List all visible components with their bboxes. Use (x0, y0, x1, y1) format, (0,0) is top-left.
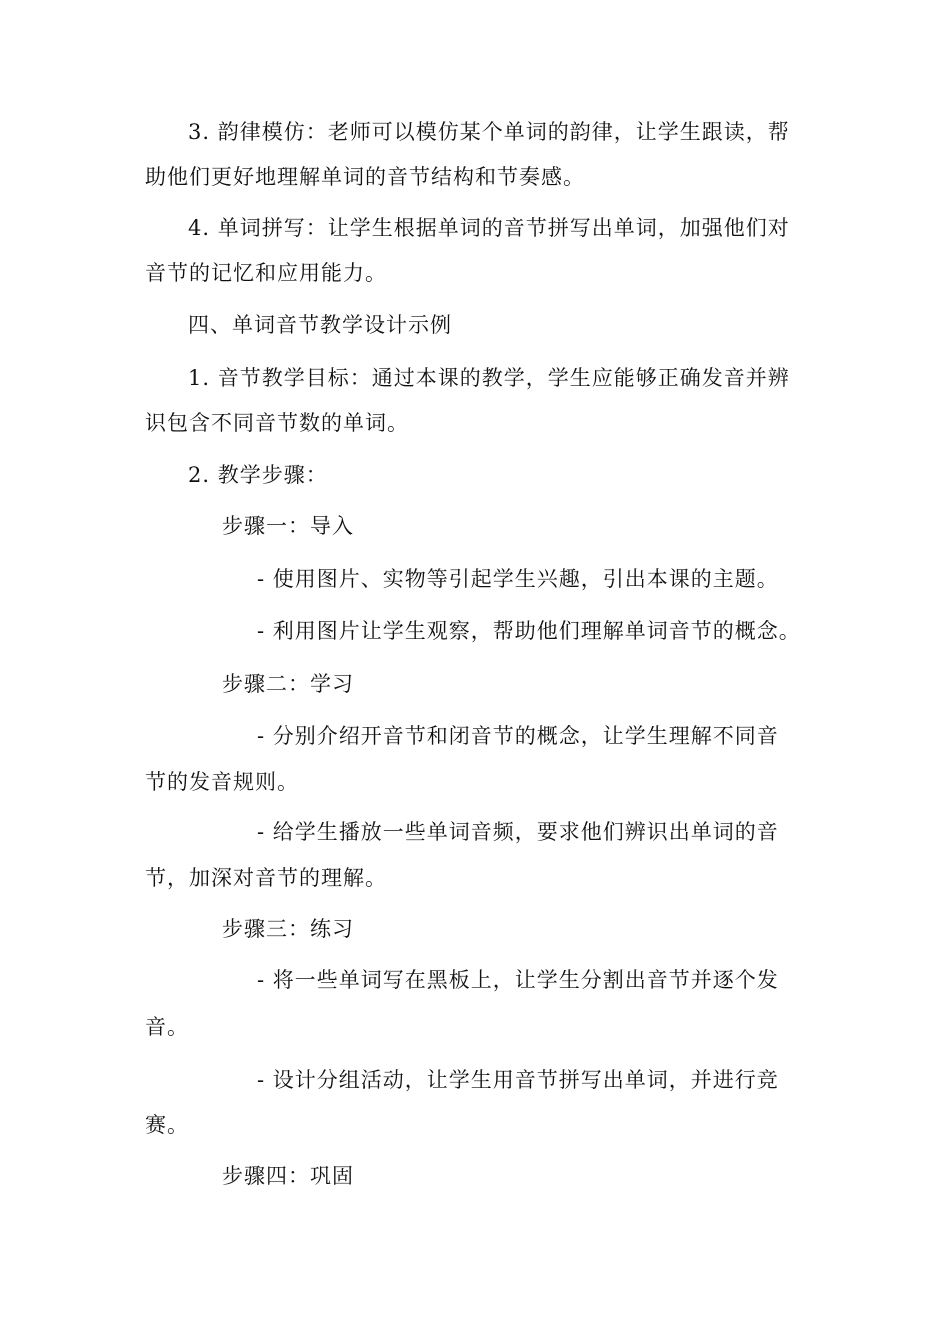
item-2-heading: 2. 教学步骤： (188, 463, 328, 487)
paragraph-4-line-1: 4. 单词拼写：让学生根据单词的音节拼写出单词，加强他们对 (188, 216, 790, 240)
step-3-heading: 步骤三：练习 (222, 917, 354, 941)
step-1-heading: 步骤一：导入 (222, 514, 354, 538)
step-2-bullet-1-line-1: - 分别介绍开音节和闭音节的概念，让学生理解不同音 (257, 724, 779, 748)
step-2-bullet-2-line-1: - 给学生播放一些单词音频，要求他们辨识出单词的音 (257, 820, 779, 844)
step-4-heading: 步骤四：巩固 (222, 1164, 354, 1188)
paragraph-4-line-2: 音节的记忆和应用能力。 (145, 261, 387, 285)
step-3-bullet-1-line-1: - 将一些单词写在黑板上，让学生分割出音节并逐个发 (257, 968, 779, 992)
paragraph-3-line-2: 助他们更好地理解单词的音节结构和节奏感。 (145, 165, 585, 189)
item-1-line-2: 识包含不同音节数的单词。 (145, 411, 409, 435)
paragraph-3-line-1: 3. 韵律模仿：老师可以模仿某个单词的韵律，让学生跟读，帮 (188, 120, 790, 144)
step-2-bullet-2-line-2: 节，加深对音节的理解。 (145, 866, 387, 890)
step-3-bullet-2-line-1: - 设计分组活动，让学生用音节拼写出单词，并进行竞 (257, 1068, 779, 1092)
step-2-heading: 步骤二：学习 (222, 672, 354, 696)
section-heading: 四、单词音节教学设计示例 (188, 313, 452, 337)
step-3-bullet-1-line-2: 音。 (145, 1015, 189, 1039)
step-3-bullet-2-line-2: 赛。 (145, 1113, 189, 1137)
step-2-bullet-1-line-2: 节的发音规则。 (145, 770, 299, 794)
item-1-line-1: 1. 音节教学目标：通过本课的教学，学生应能够正确发音并辨 (188, 366, 790, 390)
step-1-bullet-1: - 使用图片、实物等引起学生兴趣，引出本课的主题。 (257, 567, 779, 591)
step-1-bullet-2: - 利用图片让学生观察，帮助他们理解单词音节的概念。 (257, 619, 801, 643)
